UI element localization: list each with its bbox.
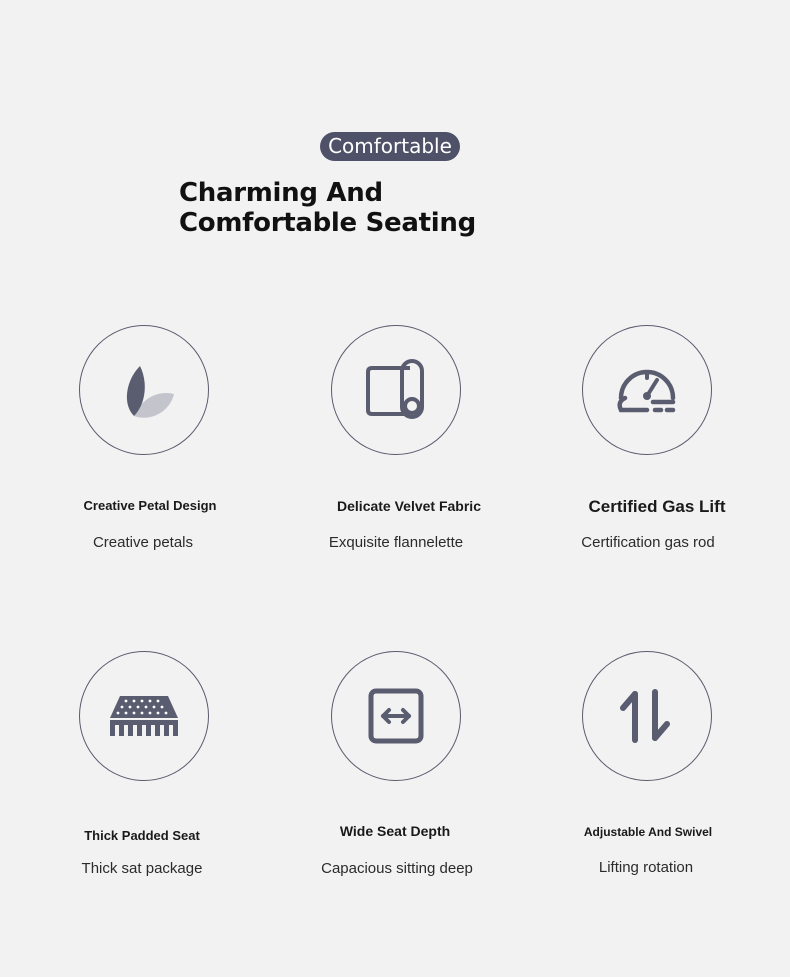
feature-icon-circle (331, 325, 461, 455)
feature-title: Adjustable And Swivel (583, 825, 713, 839)
feature-title: Certified Gas Lift (588, 497, 726, 516)
width-arrows-icon (366, 686, 426, 746)
feature-description: Creative petals (92, 534, 194, 551)
section-heading: Charming And Comfortable Seating (179, 178, 476, 238)
feature-icon-circle (582, 651, 712, 781)
feature-description: Thick sat package (81, 860, 203, 877)
gauge-icon (615, 358, 679, 422)
feature-title: Creative Petal Design (83, 498, 217, 513)
feature-icon-circle (79, 651, 209, 781)
feature-icon-circle (79, 325, 209, 455)
feature-description: Capacious sitting deep (321, 860, 473, 877)
section-badge: Comfortable (320, 132, 460, 161)
feature-description: Lifting rotation (598, 859, 694, 876)
feature-title: Delicate Velvet Fabric (337, 498, 481, 514)
fabric-roll-icon (364, 358, 428, 422)
up-down-arrows-icon (619, 686, 675, 746)
feature-description: Certification gas rod (581, 534, 715, 551)
feature-title: Thick Padded Seat (84, 828, 200, 843)
feature-title: Wide Seat Depth (339, 823, 451, 839)
petal-icon (112, 358, 176, 422)
feature-icon-circle (331, 651, 461, 781)
cushion-icon (108, 694, 180, 738)
feature-description: Exquisite flannelette (328, 534, 464, 551)
feature-icon-circle (582, 325, 712, 455)
